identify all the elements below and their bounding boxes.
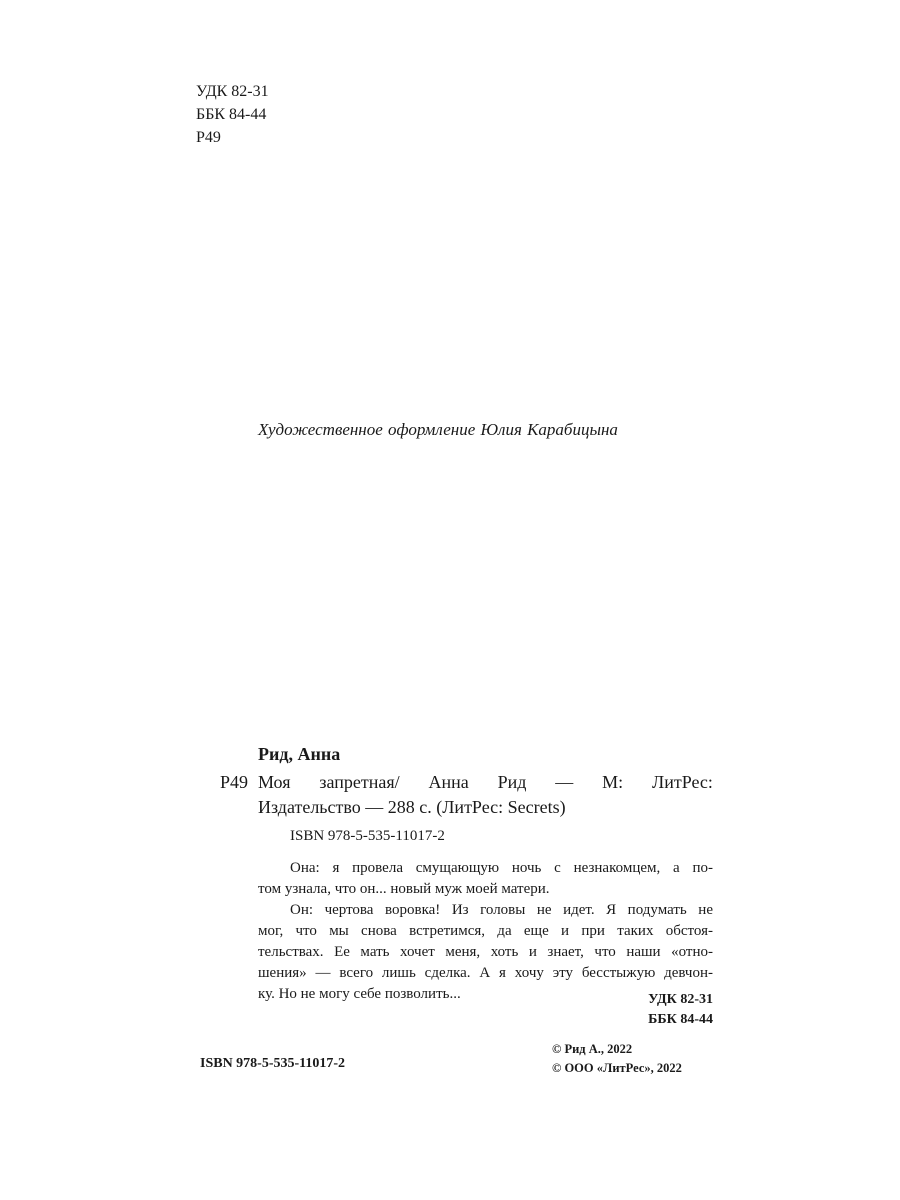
classification-codes-bottom <box>648 990 713 1030</box>
bbk-code: ББК 84-44 <box>648 1012 713 1027</box>
udk-code: УДК 82-31 <box>648 992 713 1007</box>
bib-isbn: ISBN 978-5-535-11017-2 <box>290 828 445 844</box>
annotation-line: тельствах. Ее мать хочет меня, хоть и знает, что наши «отно- <box>258 944 713 960</box>
annotation-line: Она: я провела смущающую ночь с незнакомцем, а по- <box>290 860 713 876</box>
isbn-bottom: ISBN 978-5-535-11017-2 <box>200 1056 346 1071</box>
bib-word: — <box>555 772 574 792</box>
bib-author: Рид, Анна <box>258 744 341 764</box>
bib-title-line <box>258 770 713 795</box>
copyright-block <box>552 1040 682 1078</box>
annotation-line: ку. Но не могу себе позволить... <box>258 986 461 1002</box>
bib-publisher-line: Издательство — 288 с. (ЛитРес: Secrets) <box>258 797 566 817</box>
annotation-line: том узнала, что он... новый муж моей матери. <box>258 881 550 897</box>
bib-word: Анна <box>428 772 469 792</box>
copyright-author: © Рид А., 2022 <box>552 1042 633 1056</box>
annotation <box>258 858 713 1005</box>
copyright-publisher: © ООО «ЛитРес», 2022 <box>552 1061 682 1075</box>
annotation-line: мог, что мы снова встретимся, да еще и при таких обстоя- <box>258 923 713 939</box>
annotation-line: Он: чертова воровка! Из головы не идет. Я подумать не <box>290 902 713 918</box>
annotation-line: шения» — всего лишь сделка. А я хочу эту бесстыжую девчон- <box>258 965 713 981</box>
bbk-code: ББК 84-44 <box>196 106 267 123</box>
udk-code: УДК 82-31 <box>196 83 269 100</box>
bib-entry <box>258 770 713 820</box>
design-credit: Художественное оформление Юлия Карабицына <box>258 420 618 439</box>
bib-word: запретная/ <box>319 772 400 792</box>
author-mark-code: Р49 <box>196 129 221 146</box>
bib-word: ЛитРес: <box>652 772 713 792</box>
annotation-paragraph <box>258 900 713 1005</box>
bib-word: Моя <box>258 772 291 792</box>
bib-author-mark: Р49 <box>220 772 249 792</box>
classification-codes-top <box>196 80 269 149</box>
annotation-paragraph <box>258 858 713 900</box>
bib-word: Рид <box>497 772 527 792</box>
bib-word: М: <box>602 772 624 792</box>
